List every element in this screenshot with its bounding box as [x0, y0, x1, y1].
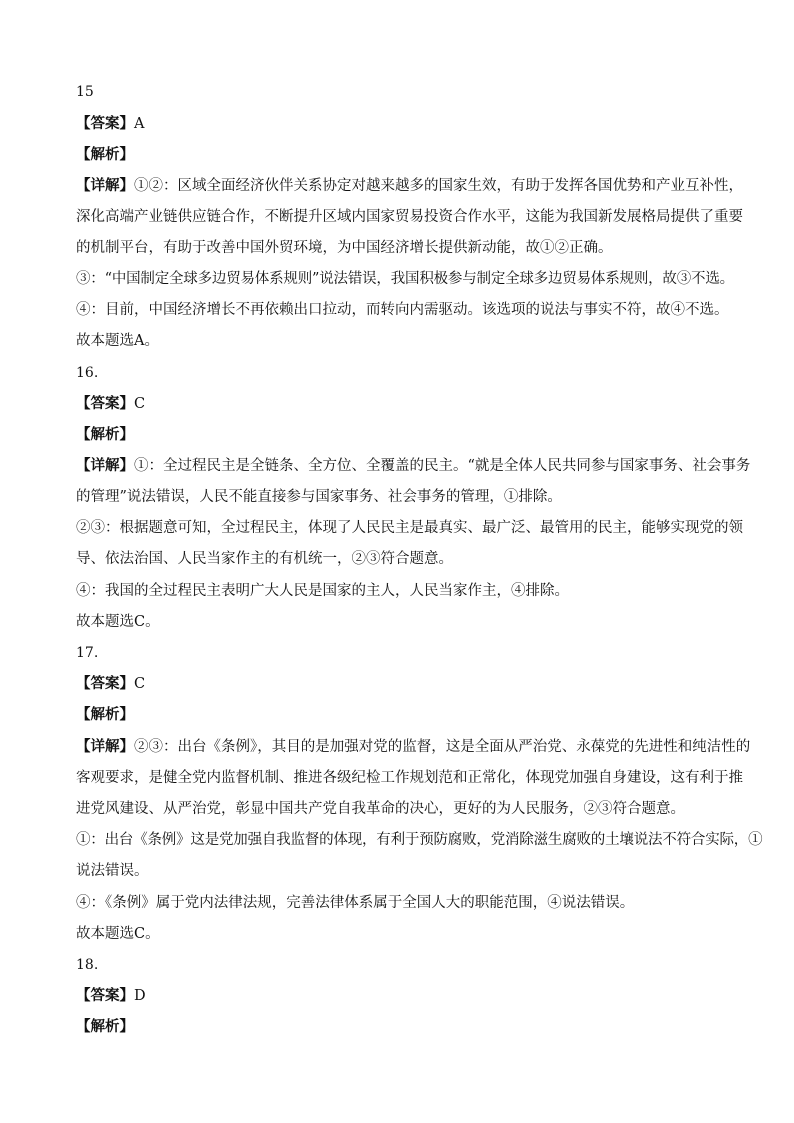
question-number: 18.: [76, 957, 99, 973]
detail-tag: 【详解】: [76, 738, 134, 755]
answer-line: [76, 674, 145, 694]
detail-text: ④：我国的全过程民主表明广大人民是国家的主人，人民当家作主，④排除。: [76, 583, 569, 599]
detail-text: 的机制平台，有助于改善中国外贸环境，为中国经济增长提供新动能，故①②正确。: [76, 240, 613, 256]
detail-text: 深化高端产业链供应链合作，不断提升区域内国家贸易投资合作水平，这能为我国新发展格局提供了重要: [76, 209, 743, 225]
answer-value: A: [134, 116, 145, 132]
answer-value: D: [134, 988, 146, 1004]
question-number: 15: [76, 84, 94, 100]
detail-text: ①：出台《条例》这是党加强自我监督的体现，有利于预防腐败，党消除滋生腐败的土壤说法不符合实际，①: [76, 832, 763, 848]
answer-line: [76, 114, 144, 134]
detail-tag: 【详解】: [76, 177, 134, 194]
detail-text: ④：目前，中国经济增长不再依赖出口拉动，而转向内需驱动。该选项的说法与事实不符，故④不选。: [76, 302, 729, 318]
analysis-tag: 【解析】: [76, 706, 134, 723]
answer-tag: 【答案】: [76, 675, 134, 692]
detail-text: 客观要求，是健全党内监督机制、推进各级纪检工作规划范和正常化，体现党加强自身建设，这有利于推: [76, 770, 743, 786]
detail-text: ④：《条例》属于党内法律法规，完善法律体系属于全国人大的职能范围，④说法错误。: [76, 895, 635, 911]
conclusion-text: 故本题选C。: [76, 926, 160, 942]
detail-text: ②③：出台《条例》，其目的是加强对党的监督，这是全面从严治党、永葆党的先进性和纯洁性的: [134, 739, 751, 755]
detail-tag: 【详解】: [76, 457, 134, 474]
detail-line: [76, 737, 750, 757]
question-number: 17.: [76, 645, 99, 661]
detail-text: 导、依法治国、人民当家作主的有机统一，②③符合题意。: [76, 551, 453, 567]
analysis-tag: 【解析】: [76, 426, 134, 443]
question-number: 16.: [76, 365, 99, 381]
answer-value: C: [134, 396, 146, 412]
answer-value: C: [134, 676, 146, 692]
detail-line: [76, 176, 743, 196]
detail-text: 进党风建设、从严治党，彰显中国共产党自我革命的决心，更好的为人民服务，②③符合题意。: [76, 801, 685, 817]
answer-line: [76, 394, 145, 414]
answer-tag: 【答案】: [76, 987, 134, 1004]
detail-line: [76, 456, 750, 476]
answer-line: [76, 986, 146, 1006]
conclusion-text: 故本题选A。: [76, 333, 159, 349]
answer-tag: 【答案】: [76, 395, 134, 412]
detail-text: ①：全过程民主是全链条、全方位、全覆盖的民主。“就是全体人民共同参与国家事务、社会事务: [134, 458, 751, 474]
analysis-tag: 【解析】: [76, 146, 134, 163]
detail-text: ①②：区域全面经济伙伴关系协定对越来越多的国家生效，有助于发挥各国优势和产业互补性，: [134, 178, 743, 194]
detail-text: ③：“中国制定全球多边贸易体系规则”说法错误，我国积极参与制定全球多边贸易体系规则，故③不选。: [76, 271, 734, 287]
conclusion-text: 故本题选C。: [76, 614, 160, 630]
detail-text: ②③：根据题意可知，全过程民主，体现了人民民主是最真实、最广泛、最管用的民主，能够实现党的领: [76, 520, 743, 536]
detail-text: 的管理”说法错误，人民不能直接参与国家事务、社会事务的管理，①排除。: [76, 489, 562, 505]
detail-text: 说法错误。: [76, 863, 149, 879]
answer-tag: 【答案】: [76, 115, 134, 132]
analysis-tag: 【解析】: [76, 1018, 134, 1035]
